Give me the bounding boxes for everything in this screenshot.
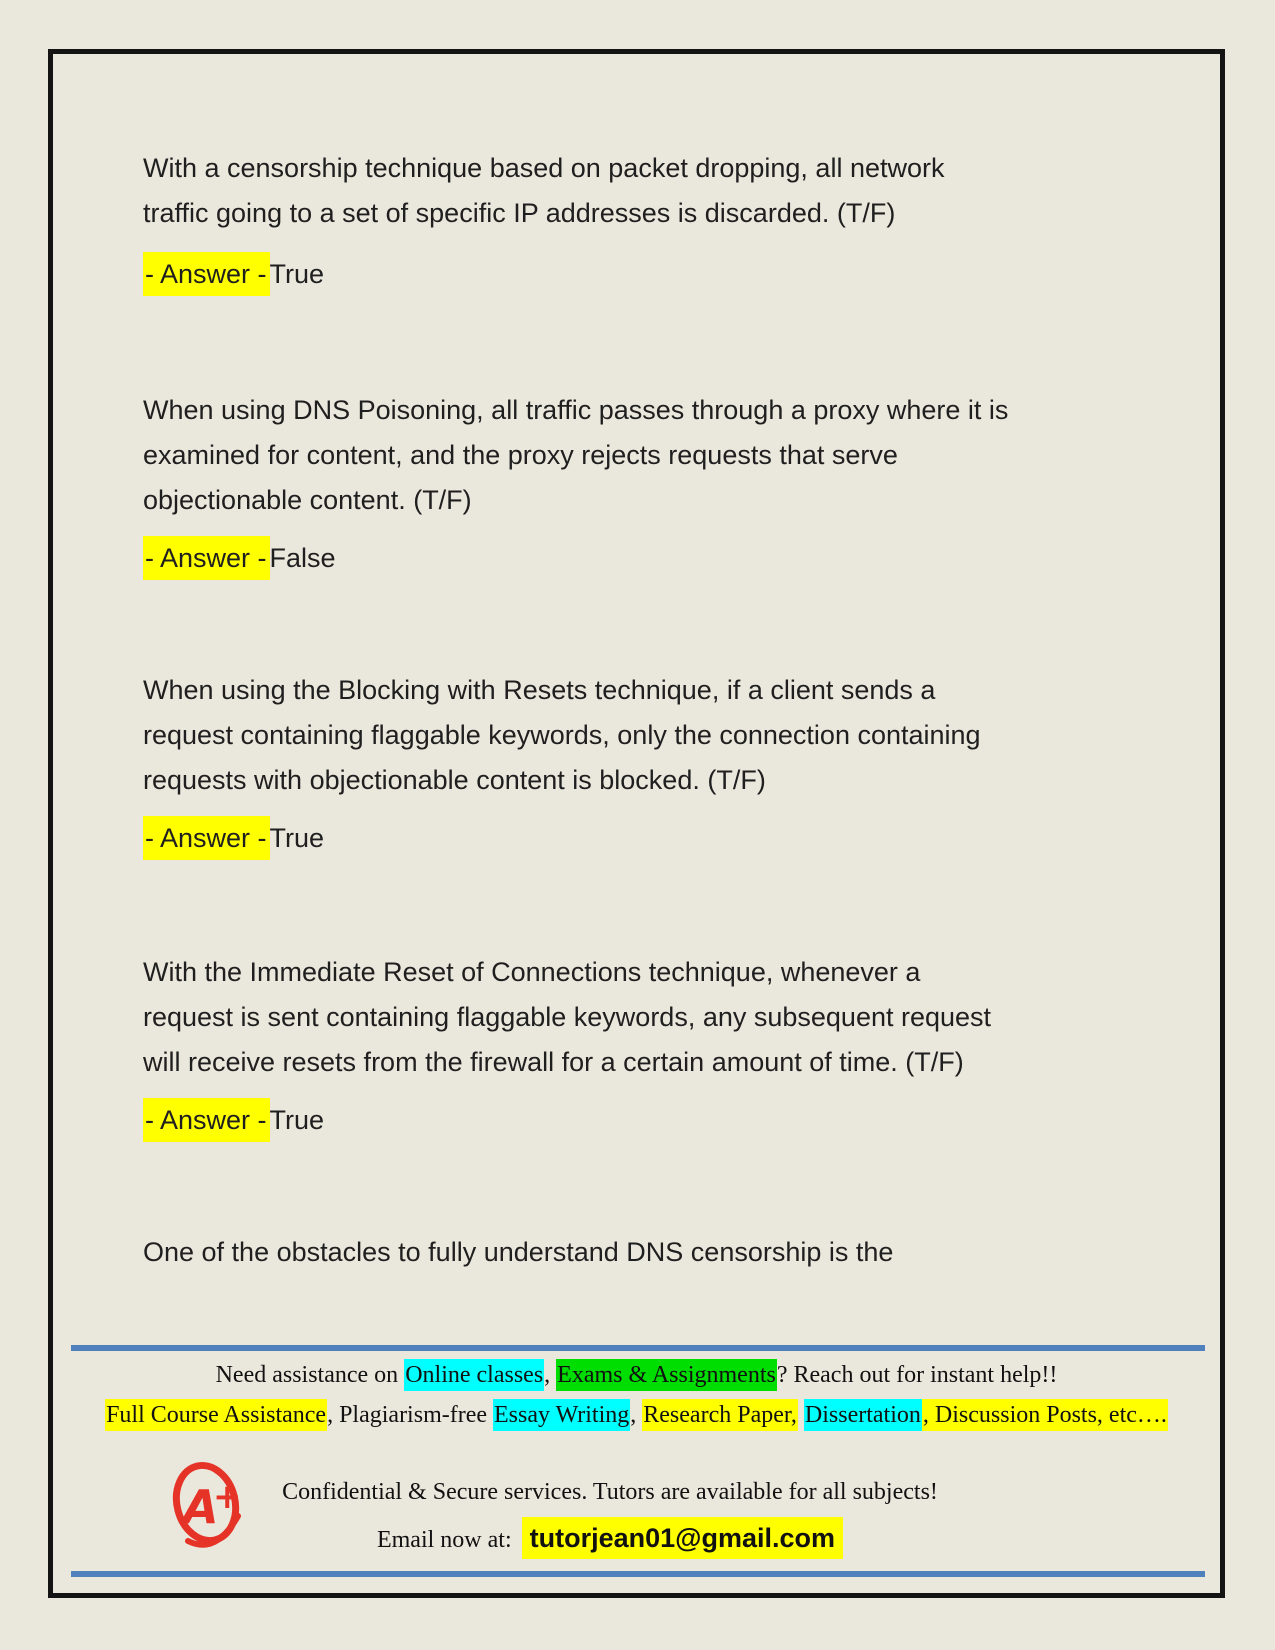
answer-prefix: - Answer - — [143, 252, 270, 296]
question-line: When using the Blocking with Resets technique, if a client sends a — [143, 675, 936, 705]
answer-line — [143, 1098, 324, 1143]
question-line: With the Immediate Reset of Connections technique, whenever a — [143, 957, 921, 987]
answer-prefix: - Answer - — [143, 1098, 270, 1142]
question-line: examined for content, and the proxy rejects requests that serve — [143, 440, 898, 470]
question-line: will receive resets from the firewall for a certain amount of time. (T/F) — [143, 1047, 964, 1077]
promo-segment: , Plagiarism-free — [327, 1402, 494, 1428]
question-line: When using DNS Poisoning, all traffic passes through a proxy where it is — [143, 395, 1009, 425]
question-block — [143, 950, 991, 1085]
answer-value: True — [269, 823, 325, 853]
promo-segment: Research Paper, — [642, 1399, 798, 1431]
promo-segment: , — [630, 1402, 643, 1428]
promo-segment: Online classes — [404, 1359, 544, 1391]
promo-segment: Need assistance on — [215, 1362, 405, 1388]
question-line: traffic going to a set of specific IP addresses is discarded. (T/F) — [143, 198, 896, 228]
email-label: Email now at: — [376, 1527, 512, 1553]
question-block — [143, 388, 1008, 523]
question-line: request containing flaggable keywords, only the connection containing — [143, 720, 981, 750]
question-line: With a censorship technique based on packet dropping, all network — [143, 153, 945, 183]
logo-letter: A — [183, 1480, 219, 1534]
question-block — [143, 146, 944, 236]
answer-prefix: - Answer - — [143, 536, 270, 580]
divider-bottom — [71, 1571, 1205, 1577]
email-address: tutorjean01@gmail.com — [522, 1517, 843, 1559]
promo-segment — [798, 1402, 804, 1428]
promo-segment: , Discussion Posts, etc…. — [922, 1399, 1168, 1431]
answer-value: True — [269, 1105, 325, 1135]
promo-segment: Essay Writing — [493, 1399, 630, 1431]
confidential-line: Confidential & Secure services. Tutors are available for all subjects! — [282, 1479, 938, 1505]
question-line: One of the obstacles to fully understand DNS censorship is the — [143, 1237, 894, 1267]
footer-promo-line-2 — [53, 1398, 1220, 1432]
answer-line — [143, 816, 324, 861]
answer-value: True — [269, 259, 325, 289]
promo-segment: Dissertation — [804, 1399, 922, 1431]
promo-segment: Full Course Assistance — [105, 1399, 327, 1431]
footer-contact-block — [160, 1472, 1060, 1560]
answer-line — [143, 536, 336, 581]
question-block — [143, 668, 981, 803]
footer-promo-line-1 — [53, 1358, 1220, 1392]
email-line — [160, 1518, 1060, 1560]
question-line: objectionable content. (T/F) — [143, 485, 472, 515]
question-line: request is sent containing flaggable keywords, any subsequent request — [143, 1002, 992, 1032]
answer-value: False — [269, 543, 336, 573]
answer-prefix: - Answer - — [143, 816, 270, 860]
question-block — [143, 1230, 893, 1275]
question-line: requests with objectionable content is blocked. (T/F) — [143, 765, 766, 795]
answer-line — [143, 252, 324, 297]
logo-plus: + — [213, 1477, 242, 1517]
promo-segment: , — [544, 1362, 557, 1388]
promo-segment: ? Reach out for instant help!! — [776, 1362, 1058, 1388]
promo-segment: Exams & Assignments — [556, 1359, 777, 1391]
divider-top — [71, 1345, 1205, 1351]
